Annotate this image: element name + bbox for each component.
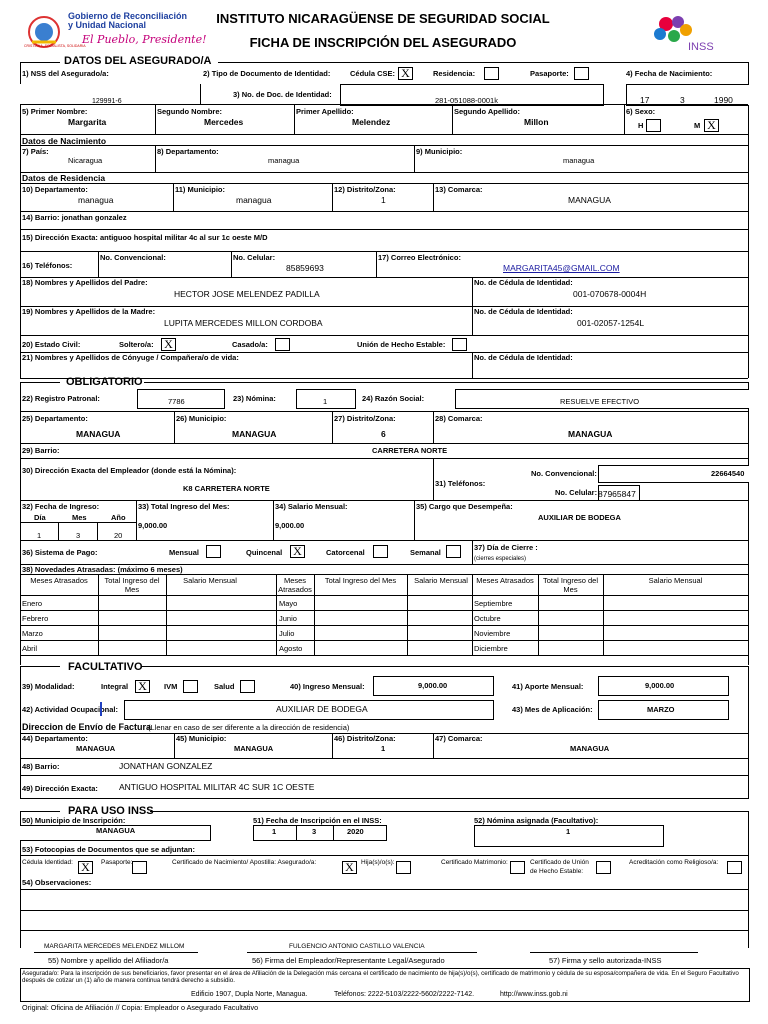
label-residencia: Residencia: bbox=[433, 69, 476, 78]
ingreso-mes[interactable]: 3 bbox=[76, 531, 81, 540]
label-fac-comarca: 47) Comarca: bbox=[435, 734, 483, 743]
label-anio: Año bbox=[111, 513, 126, 522]
value-emp-barrio[interactable]: CARRETERA NORTE bbox=[372, 446, 448, 455]
birth-year[interactable]: 1990 bbox=[714, 95, 733, 105]
section-facultativo: FACULTATIVO bbox=[68, 661, 143, 673]
month-label[interactable]: Diciembre bbox=[474, 644, 508, 653]
label-sexo-h: H bbox=[638, 121, 644, 130]
value-res-departamento[interactable]: managua bbox=[78, 195, 114, 205]
value-correo[interactable]: MARGARITA45@GMAIL.COM bbox=[503, 263, 620, 273]
label-emp-departamento: 25) Departamento: bbox=[22, 414, 88, 423]
ingreso-anio[interactable]: 20 bbox=[114, 531, 123, 540]
section-datos-asegurado: DATOS DEL ASEGURADO/A bbox=[64, 55, 212, 67]
checkbox-casado[interactable] bbox=[275, 338, 290, 351]
value-fac-distrito[interactable]: 1 bbox=[381, 744, 386, 753]
section-uso-inss: PARA USO INSS bbox=[68, 805, 154, 817]
month-label[interactable]: Febrero bbox=[22, 614, 49, 623]
label-emp-celular: No. Celular: bbox=[555, 488, 598, 497]
value-fac-comarca[interactable]: MANAGUA bbox=[570, 744, 610, 753]
checkbox-soltero[interactable]: X bbox=[161, 338, 176, 351]
logo-line2: y Unidad Nacional bbox=[68, 20, 147, 30]
label-dia: Día bbox=[34, 513, 46, 522]
label-primer-nombre: 5) Primer Nombre: bbox=[22, 107, 88, 116]
novedades-header: Meses Atrasados bbox=[476, 576, 534, 585]
label-novedades: 38) Novedades Atrasadas: (máximo 6 meses) bbox=[22, 565, 183, 574]
fecha-inscripcion-anio[interactable]: 2020 bbox=[347, 827, 364, 836]
checkbox-mensual[interactable] bbox=[206, 545, 221, 558]
value-emp-distrito[interactable]: 6 bbox=[381, 429, 386, 439]
label-cedula-padre: No. de Cédula de Identidad: bbox=[474, 278, 573, 287]
fecha-inscripcion-dia[interactable]: 1 bbox=[272, 827, 277, 836]
month-label[interactable]: Septiembre bbox=[474, 599, 513, 608]
value-madre[interactable]: LUPITA MERCEDES MILLON CORDOBA bbox=[164, 318, 323, 328]
label-emp-barrio: 29) Barrio: bbox=[22, 446, 60, 455]
label-nss: 1) NSS del Asegurado/a: bbox=[22, 69, 109, 78]
logo-gobierno bbox=[22, 8, 222, 54]
month-label[interactable]: Julio bbox=[279, 629, 295, 638]
signature-label-56: 56) Firma del Empleador/Representante Legal/Asegurado bbox=[252, 956, 445, 965]
value-aporte[interactable]: 9,000.00 bbox=[645, 681, 675, 690]
label-aporte: 41) Aporte Mensual: bbox=[512, 682, 584, 691]
label-doc-certificado: Certificado de Nacimiento/ Apostilla: Asegurado/a: bbox=[172, 859, 317, 866]
label-convencional: No. Convencional: bbox=[100, 253, 166, 262]
checkbox-sexo-m[interactable]: X bbox=[704, 119, 719, 132]
label-fac-barrio: 48) Barrio: bbox=[22, 762, 60, 771]
label-fecha-inscripcion: 51) Fecha de Inscripción en el INSS: bbox=[253, 816, 382, 825]
value-res-distrito[interactable]: 1 bbox=[381, 195, 386, 205]
label-modalidad: 39) Modalidad: bbox=[22, 682, 75, 691]
label-barrio[interactable]: 14) Barrio: jonathan gonzalez bbox=[22, 213, 127, 222]
label-municipio-inscripcion: 50) Municipio de Inscripción: bbox=[22, 816, 126, 825]
label-catorcenal: Catorcenal bbox=[326, 548, 365, 557]
checkbox-doc-religioso[interactable] bbox=[727, 861, 742, 874]
label-quincenal: Quincenal bbox=[246, 548, 283, 557]
label-union: Unión de Hecho Estable: bbox=[357, 340, 446, 349]
label-doc-matrimonio: Certificado Matrimonio: bbox=[441, 859, 508, 866]
inss-logo bbox=[648, 14, 728, 54]
value-cargo[interactable]: AUXILIAR DE BODEGA bbox=[538, 513, 621, 522]
label-dia-cierre: 37) Día de Cierre : bbox=[474, 543, 538, 552]
logo-slogan: El Pueblo, Presidente! bbox=[82, 33, 207, 46]
value-emp-direccion[interactable]: K8 CARRETERA NORTE bbox=[183, 484, 270, 493]
footer-address: Edificio 1907, Dupla Norte, Managua. bbox=[191, 991, 308, 998]
value-emp-comarca[interactable]: MANAGUA bbox=[568, 429, 613, 439]
value-total-ingreso[interactable]: 9,000.00 bbox=[138, 521, 168, 530]
checkbox-doc-cedula[interactable]: X bbox=[78, 861, 93, 874]
label-casado: Casado/a: bbox=[232, 340, 268, 349]
label-emp-convencional: No. Convencional: bbox=[531, 469, 597, 478]
label-fac-direccion: 49) Dirección Exacta: bbox=[22, 784, 98, 793]
label-birth: 4) Fecha de Nacimiento: bbox=[626, 69, 713, 78]
label-emp-distrito: 27) Distrito/Zona: bbox=[334, 414, 396, 423]
label-emp-municipio: 26) Municipio: bbox=[176, 414, 227, 423]
checkbox-quincenal[interactable]: X bbox=[290, 545, 305, 558]
logo-small: CRISTIANA, SOCIALISTA, SOLIDARIA bbox=[24, 44, 86, 48]
label-doc-hijos: Hija(s)/o(s): bbox=[361, 859, 395, 866]
label-fac-municipio: 45) Municipio: bbox=[176, 734, 227, 743]
month-label[interactable]: Enero bbox=[22, 599, 43, 608]
label-mes-aplicacion: 43) Mes de Aplicación: bbox=[512, 705, 593, 714]
novedades-header: Total Ingreso del Mes bbox=[324, 576, 397, 585]
label-celular: No. Celular: bbox=[233, 253, 276, 262]
value-res-municipio[interactable]: managua bbox=[236, 195, 272, 205]
label-integral: Integral bbox=[101, 682, 129, 691]
value-mes-aplicacion[interactable]: MARZO bbox=[647, 705, 675, 714]
observaciones-field[interactable] bbox=[20, 889, 748, 911]
label-total-ingreso: 33) Total Ingreso del Mes: bbox=[138, 502, 230, 511]
label-doc-union-2: de Hecho Estable: bbox=[530, 868, 584, 875]
value-emp-municipio[interactable]: MANAGUA bbox=[232, 429, 277, 439]
label-sexo-m: M bbox=[694, 121, 701, 130]
label-fotocopias: 53) Fotocopias de Documentos que se adjuntan: bbox=[22, 845, 195, 854]
value-fac-direccion[interactable]: ANTIGUO HOSPITAL MILITAR 4C SUR 1C OESTE bbox=[119, 782, 315, 792]
section-obligatorio: OBLIGATORIO bbox=[66, 376, 143, 388]
month-label[interactable]: Noviembre bbox=[474, 629, 511, 638]
value-padre[interactable]: HECTOR JOSE MELENDEZ PADILLA bbox=[174, 289, 320, 299]
label-res-distrito: 12) Distrito/Zona: bbox=[334, 185, 396, 194]
birth-month[interactable]: 3 bbox=[680, 95, 685, 105]
value-nomina[interactable]: 1 bbox=[323, 397, 328, 406]
month-label[interactable]: Abril bbox=[22, 644, 38, 653]
label-fac-departamento: 44) Departamento: bbox=[22, 734, 88, 743]
novedades-header: Salario Mensual bbox=[414, 576, 468, 585]
label-ingreso-mensual: 40) Ingreso Mensual: bbox=[290, 682, 365, 691]
label-direccion-factura: Direccion de Envío de Factura bbox=[22, 722, 152, 732]
value-emp-departamento[interactable]: MANAGUA bbox=[76, 429, 121, 439]
label-cierres-especiales: (cierres especiales) bbox=[474, 556, 527, 562]
novedades-header: Total Ingreso del Mes bbox=[542, 576, 599, 594]
checkbox-doc-hijos[interactable] bbox=[396, 861, 411, 874]
signature-name-2[interactable]: FULGENCIO ANTONIO CASTILLO VALENCIA bbox=[289, 943, 425, 950]
novedades-header: Meses Atrasados bbox=[30, 576, 88, 585]
label-fac-distrito: 46) Distrito/Zona: bbox=[334, 734, 396, 743]
fecha-inscripcion-mes[interactable]: 3 bbox=[312, 827, 317, 836]
signature-label-55: 55) Nombre y apellido del Afiliador/a bbox=[48, 956, 169, 965]
value-fac-municipio[interactable]: MANAGUA bbox=[234, 744, 274, 753]
label-emp-comarca: 28) Comarca: bbox=[435, 414, 483, 423]
novedades-header: Total Ingreso del Mes bbox=[104, 576, 160, 594]
checkbox-doc-union[interactable] bbox=[596, 861, 611, 874]
label-res-comarca: 13) Comarca: bbox=[435, 185, 483, 194]
value-segundo-apellido[interactable]: Millon bbox=[524, 117, 549, 127]
label-razon: 24) Razón Social: bbox=[362, 394, 425, 403]
label-cedula-madre: No. de Cédula de Identidad: bbox=[474, 307, 573, 316]
value-primer-nombre[interactable]: Margarita bbox=[68, 117, 107, 127]
value-nomina-asignada[interactable]: 1 bbox=[566, 827, 571, 836]
label-segundo-apellido: Segundo Apellido: bbox=[454, 107, 520, 116]
value-razon[interactable]: RESUELVE EFECTIVO bbox=[560, 397, 640, 406]
label-mes: Mes bbox=[72, 513, 87, 522]
footer-note: Asegurada/o: Para la inscripción de sus beneficiarios, favor presentar en el área de Afiliación de la Delegación más cercana el certificado de nacimiento de hija(s)/o(s), certificado de matrimonio y cédula de su esposa/compañera de vida. En el Seguro Facultativo después de cotizar un (1) año de manera continua tendrá derecho a subsidio. bbox=[22, 970, 739, 985]
label-doc-pasaporte: Pasaporte: bbox=[101, 859, 133, 866]
label-madre: 19) Nombres y Apellidos de la Madre: bbox=[22, 307, 156, 316]
label-primer-apellido: Primer Apellido: bbox=[296, 107, 354, 116]
value-primer-apellido[interactable]: Melendez bbox=[352, 117, 391, 127]
label-ivm: IVM bbox=[164, 682, 178, 691]
label-direccion[interactable]: 15) Dirección Exacta: antiguoo hospital militar 4c al sur 1c oeste M/D bbox=[22, 233, 268, 242]
label-actividad: 42) Actividad Ocupacional: bbox=[22, 705, 118, 714]
novedades-header: Salario Mensual bbox=[183, 576, 237, 585]
checkbox-semanal[interactable] bbox=[446, 545, 461, 558]
label-cedula-conyuge: No. de Cédula de Identidad: bbox=[474, 353, 573, 362]
value-celular[interactable]: 85859693 bbox=[286, 263, 324, 273]
month-label[interactable]: Marzo bbox=[22, 629, 43, 638]
checkbox-cedula[interactable]: X bbox=[398, 67, 413, 80]
checkbox-sexo-h[interactable] bbox=[646, 119, 661, 132]
footer-web[interactable]: http://www.inss.gob.ni bbox=[500, 991, 568, 998]
label-doc-religioso: Acreditación como Religioso/a: bbox=[629, 859, 719, 866]
header-title: INSTITUTO NICARAGÜENSE DE SEGURIDAD SOCIAL bbox=[216, 11, 550, 26]
label-soltero: Soltero/a: bbox=[119, 340, 154, 349]
value-cedula-madre[interactable]: 001-02057-1254L bbox=[577, 318, 645, 328]
value-doc-number[interactable]: 281-051088-0001k bbox=[435, 96, 498, 105]
label-semanal: Semanal bbox=[410, 548, 441, 557]
label-correo: 17) Correo Electrónico: bbox=[378, 253, 461, 262]
label-pais: 7) País: bbox=[22, 147, 49, 156]
value-registro[interactable]: 7786 bbox=[168, 397, 185, 406]
inss-text: INSS bbox=[688, 41, 714, 53]
label-nomina-asignada: 52) Nómina asignada (Facultativo): bbox=[474, 816, 599, 825]
label-doc-union-1: Certificado de Unión bbox=[530, 859, 589, 866]
label-telefonos: 16) Teléfonos: bbox=[22, 261, 73, 270]
label-fecha-ingreso: 32) Fecha de Ingreso: bbox=[22, 502, 100, 511]
label-sistema-pago: 36) Sistema de Pago: bbox=[22, 548, 98, 557]
checkbox-doc-certificado[interactable]: X bbox=[342, 861, 357, 874]
header-subtitle: FICHA DE INSCRIPCIÓN DEL ASEGURADO bbox=[249, 35, 517, 50]
section-residencia: Datos de Residencia bbox=[22, 173, 106, 183]
label-sexo: 6) Sexo: bbox=[626, 107, 656, 116]
value-res-comarca[interactable]: MANAGUA bbox=[568, 195, 611, 205]
label-mensual: Mensual bbox=[169, 548, 200, 557]
month-label[interactable]: Octubre bbox=[474, 614, 501, 623]
novedades-header: Meses Atrasados bbox=[278, 576, 312, 594]
label-direccion-factura-note: (Llenar en caso de ser diferente a la dirección de residencia) bbox=[148, 723, 350, 732]
value-emp-convencional[interactable]: 22664540 bbox=[711, 469, 745, 478]
label-estado-civil: 20) Estado Civil: bbox=[22, 340, 81, 349]
label-res-municipio: 11) Municipio: bbox=[175, 185, 226, 194]
checkbox-salud[interactable] bbox=[240, 680, 255, 693]
label-salario: 34) Salario Mensual: bbox=[275, 502, 348, 511]
birth-day[interactable]: 17 bbox=[640, 95, 650, 105]
checkbox-pasaporte[interactable] bbox=[574, 67, 589, 80]
month-label[interactable]: Agosto bbox=[279, 644, 303, 653]
signature-name-1[interactable]: MARGARITA MERCEDES MELENDEZ MILLOM bbox=[44, 943, 185, 950]
label-cargo: 35) Cargo que Desempeña: bbox=[416, 502, 513, 511]
checkbox-ivm[interactable] bbox=[183, 680, 198, 693]
label-segundo-nombre: Segundo Nombre: bbox=[157, 107, 222, 116]
month-label[interactable]: Junio bbox=[279, 614, 297, 623]
footer-copy: Original: Oficina de Afiliación // Copia: Empleador o Asegurado Facultativo bbox=[22, 1003, 259, 1012]
checkbox-doc-pasaporte[interactable] bbox=[132, 861, 147, 874]
label-registro: 22) Registro Patronal: bbox=[22, 394, 100, 403]
value-nac-departamento[interactable]: managua bbox=[268, 156, 300, 165]
value-fac-barrio[interactable]: JONATHAN GONZALEZ bbox=[119, 761, 213, 771]
label-emp-telefonos: 31) Teléfonos: bbox=[435, 479, 486, 488]
label-nac-municipio: 9) Municipio: bbox=[416, 147, 463, 156]
label-conyuge: 21) Nombres y Apellidos de Cónyuge / Compañera/o de vida: bbox=[22, 353, 239, 362]
label-emp-direccion: 30) Dirección Exacta del Empleador (donde está la Nómina): bbox=[22, 466, 237, 475]
label-salud: Salud bbox=[214, 682, 235, 691]
month-label[interactable]: Mayo bbox=[279, 599, 298, 608]
novedades-header: Salario Mensual bbox=[648, 576, 703, 585]
label-pasaporte: Pasaporte: bbox=[530, 69, 569, 78]
label-nac-departamento: 8) Departamento: bbox=[157, 147, 219, 156]
value-actividad[interactable]: AUXILIAR DE BODEGA bbox=[276, 704, 368, 714]
value-nac-municipio[interactable]: managua bbox=[563, 156, 595, 165]
value-salario[interactable]: 9,000.00 bbox=[275, 521, 305, 530]
checkbox-residencia[interactable] bbox=[484, 67, 499, 80]
value-municipio-inscripcion[interactable]: MANAGUA bbox=[96, 826, 136, 835]
label-doc-cedula: Cédula Identidad: bbox=[22, 859, 73, 866]
label-padre: 18) Nombres y Apellidos del Padre: bbox=[22, 278, 148, 287]
label-doc-type: 2) Tipo de Documento de Identidad: bbox=[203, 69, 331, 78]
label-cedula: Cédula CSE: bbox=[350, 69, 396, 78]
label-nomina: 23) Nómina: bbox=[233, 394, 276, 403]
ingreso-dia[interactable]: 1 bbox=[37, 531, 42, 540]
label-res-departamento: 10) Departamento: bbox=[22, 185, 88, 194]
footer-phones: Teléfonos: 2222-5103/2222-5602/2222-7142. bbox=[334, 991, 475, 998]
value-nss[interactable]: 129991-6 bbox=[92, 98, 122, 105]
value-ingreso-mensual[interactable]: 9,000.00 bbox=[418, 681, 448, 690]
label-doc-number: 3) No. de Doc. de Identidad: bbox=[233, 90, 332, 99]
value-segundo-nombre[interactable]: Mercedes bbox=[204, 117, 244, 127]
signature-label-57: 57) Firma y sello autorizada-INSS bbox=[549, 956, 662, 965]
checkbox-union[interactable] bbox=[452, 338, 467, 351]
value-pais[interactable]: Nicaragua bbox=[68, 156, 103, 165]
label-observaciones: 54) Observaciones: bbox=[22, 878, 92, 887]
value-cedula-padre[interactable]: 001-070678-0004H bbox=[573, 289, 647, 299]
checkbox-catorcenal[interactable] bbox=[373, 545, 388, 558]
logo-line1: Gobierno de Reconciliación bbox=[68, 11, 188, 21]
value-fac-departamento[interactable]: MANAGUA bbox=[76, 744, 116, 753]
checkbox-integral[interactable]: X bbox=[135, 680, 150, 693]
value-emp-celular[interactable]: 87965847 bbox=[598, 489, 636, 499]
section-nacimiento: Datos de Nacimiento bbox=[22, 136, 107, 146]
checkbox-doc-matrimonio[interactable] bbox=[510, 861, 525, 874]
